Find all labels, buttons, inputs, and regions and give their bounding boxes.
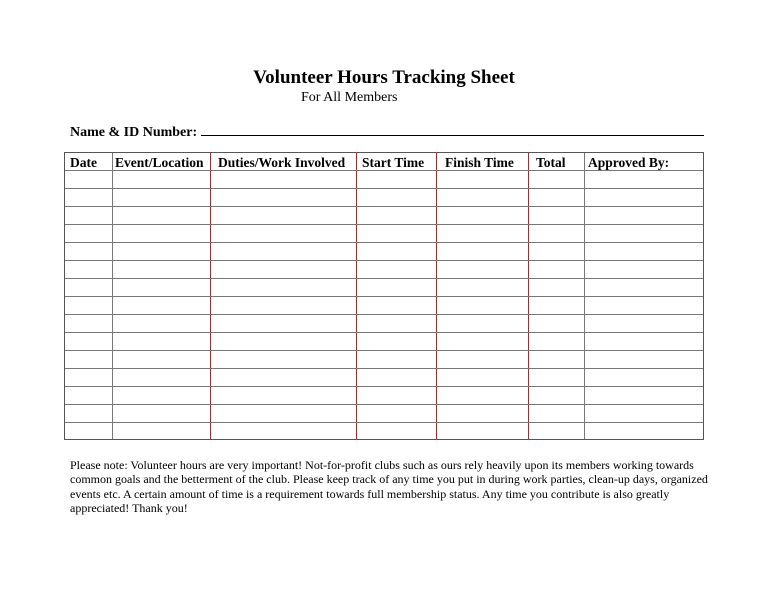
table-row[interactable] (65, 314, 703, 315)
table-row[interactable] (65, 188, 703, 189)
name-id-field[interactable] (70, 124, 704, 141)
table-row[interactable] (65, 404, 703, 405)
table-row[interactable] (65, 206, 703, 207)
footer-note: Please note: Volunteer hours are very important! Not-for-profit clubs such as ours rely heavily upon its members working towards common goals and the betterment of the club. Please keep track of any time you put in during work parties, clean-up days, organized events etc. A certain amount of time is a requirement towards full membership status. Any time you contribute is also greatly appreciated! Thank you! (70, 458, 708, 515)
column-header-approved-by: Approved By: (588, 155, 670, 170)
table-row[interactable] (65, 368, 703, 369)
column-header-event-location: Event/Location (115, 155, 204, 170)
table-row[interactable] (65, 278, 703, 279)
page-subtitle: For All Members (301, 90, 398, 105)
table-row[interactable] (65, 224, 703, 225)
page-title: Volunteer Hours Tracking Sheet (253, 67, 515, 88)
table-row[interactable] (65, 296, 703, 297)
column-header-date: Date (70, 155, 97, 170)
column-header-start-time: Start Time (362, 155, 425, 170)
table-row[interactable] (65, 422, 703, 423)
hours-table (64, 152, 704, 440)
column-header-duties: Duties/Work Involved (218, 155, 346, 170)
table-row[interactable] (65, 170, 703, 171)
table-row[interactable] (65, 260, 703, 261)
column-header-total: Total (536, 155, 566, 170)
table-row[interactable] (65, 242, 703, 243)
column-header-finish-time: Finish Time (445, 155, 514, 170)
table-row[interactable] (65, 350, 703, 351)
table-row[interactable] (65, 386, 703, 387)
name-id-label: Name & ID Number: (70, 125, 198, 140)
table-row[interactable] (65, 332, 703, 333)
name-id-blank-line[interactable] (201, 124, 704, 136)
